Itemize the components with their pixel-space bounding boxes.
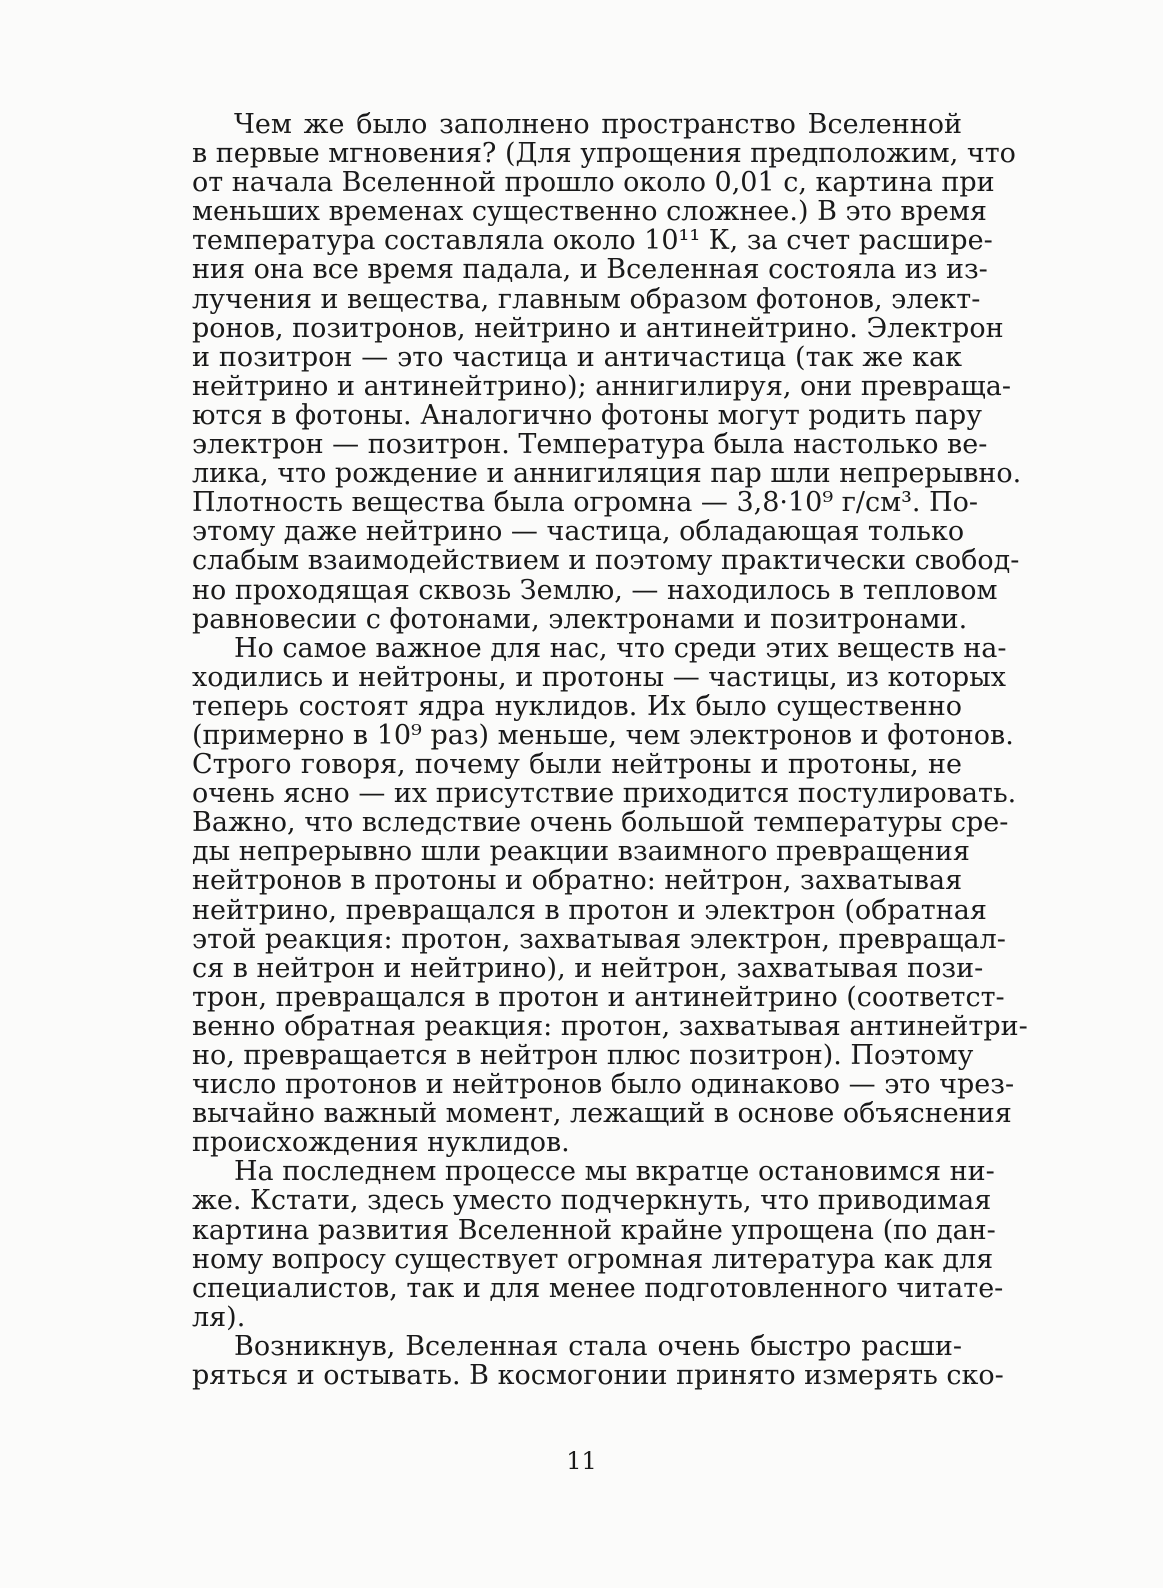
paragraph-1	[192, 109, 1022, 635]
text-line: электрон — позитрон. Температура была настолько ве-	[192, 429, 988, 461]
text-line: ды непрерывно шли реакции взаимного превращения	[192, 836, 970, 868]
text-line: же. Кстати, здесь уместо подчеркнуть, что приводимая	[192, 1185, 992, 1217]
body-text	[192, 109, 1028, 1392]
text-line: трон, превращался в протон и антинейтрино (соответст-	[192, 981, 1005, 1013]
text-line: ся в нейтрон и нейтрино), и нейтрон, захватывая пози-	[192, 952, 984, 984]
text-line: этой реакция: протон, захватывая электрон, превращал-	[192, 923, 1006, 955]
paragraph-4	[192, 1330, 1004, 1392]
text-line: На последнем процессе мы вкратце остановимся ни-	[234, 1156, 995, 1188]
text-line: слабым взаимодействием и поэтому практически свобод-	[192, 545, 1020, 577]
text-line: этому даже нейтрино — частица, обладающая только	[192, 516, 965, 548]
text-line: меньших временах существенно сложнее.) В это время	[192, 196, 987, 228]
text-line: ному вопросу существует огромная литература как для	[192, 1243, 994, 1275]
text-line: ля).	[192, 1301, 246, 1333]
text-line: Строго говоря, почему были нейтроны и протоны, не	[192, 749, 962, 781]
text-line: лучения и вещества, главным образом фотонов, элект-	[192, 283, 981, 315]
text-line: нейтронов в протоны и обратно: нейтрон, захватывая	[192, 865, 963, 897]
text-line: ронов, позитронов, нейтрино и антинейтрино. Электрон	[192, 312, 1004, 344]
text-line: ряться и остывать. В космогонии принято измерять ско-	[192, 1360, 1004, 1392]
text-line: происхождения нуклидов.	[192, 1127, 570, 1159]
text-line: венно обратная реакция: протон, захватывая антинейтри-	[192, 1010, 1028, 1042]
paragraph-3	[192, 1156, 1004, 1333]
text-line: ходились и нейтроны, и протоны — частицы, из которых	[192, 661, 1006, 693]
text-line: в первые мгновения? (Для упрощения предположим, что	[192, 138, 1016, 170]
text-line: (примерно в 10⁹ раз) меньше, чем электронов и фотонов.	[192, 719, 1014, 751]
text-line: но, превращается в нейтрон плюс позитрон). Поэтому	[192, 1040, 974, 1071]
page-number: 11	[566, 1447, 597, 1475]
paragraph-2	[192, 632, 1028, 1159]
text-line: равновесии с фотонами, электронами и позитронами.	[192, 603, 968, 635]
text-line: ются в фотоны. Аналогично фотоны могут родить пару	[192, 399, 983, 431]
text-line: Важно, что вследствие очень большой температуры сре-	[192, 807, 1009, 839]
text-line: нейтрино, превращался в протон и электрон (обратная	[192, 894, 987, 926]
text-line: очень ясно — их присутствие приходится постулировать.	[192, 778, 1017, 810]
text-line: число протонов и нейтронов было одинаково — это чрез-	[192, 1069, 1015, 1101]
text-line: Возникнув, Вселенная стала очень быстро расши-	[234, 1330, 962, 1362]
text-line: Чем же было заполнено пространство Вселенной	[234, 109, 962, 140]
text-line: нейтрино и антинейтрино); аннигилируя, они превраща-	[192, 370, 1012, 402]
text-line: Плотность вещества была огромна — 3,8·10⁹ г/см³. По-	[192, 487, 979, 519]
text-line: но проходящая сквозь Землю, — находилось в тепловом	[192, 574, 998, 606]
text-line: и позитрон — это частица и античастица (так же как	[192, 341, 962, 373]
text-line: температура составляла около 10¹¹ К, за счет расшире-	[192, 225, 993, 257]
text-line: специалистов, так и для менее подготовленного читате-	[192, 1272, 1004, 1304]
text-line: от начала Вселенной прошло около 0,01 с, картина при	[192, 167, 995, 199]
text-line: вычайно важный момент, лежащий в основе объяснения	[192, 1098, 1012, 1130]
text-line: картина развития Вселенной крайне упрощена (по дан-	[192, 1214, 996, 1246]
text-line: лика, что рождение и аннигиляция пар шли непрерывно.	[192, 458, 1022, 490]
text-line: ния она все время падала, и Вселенная состояла из из-	[192, 254, 988, 286]
text-line: Но самое важное для нас, что среди этих веществ на-	[234, 632, 1007, 664]
text-line: теперь состоят ядра нуклидов. Их было существенно	[192, 690, 962, 722]
